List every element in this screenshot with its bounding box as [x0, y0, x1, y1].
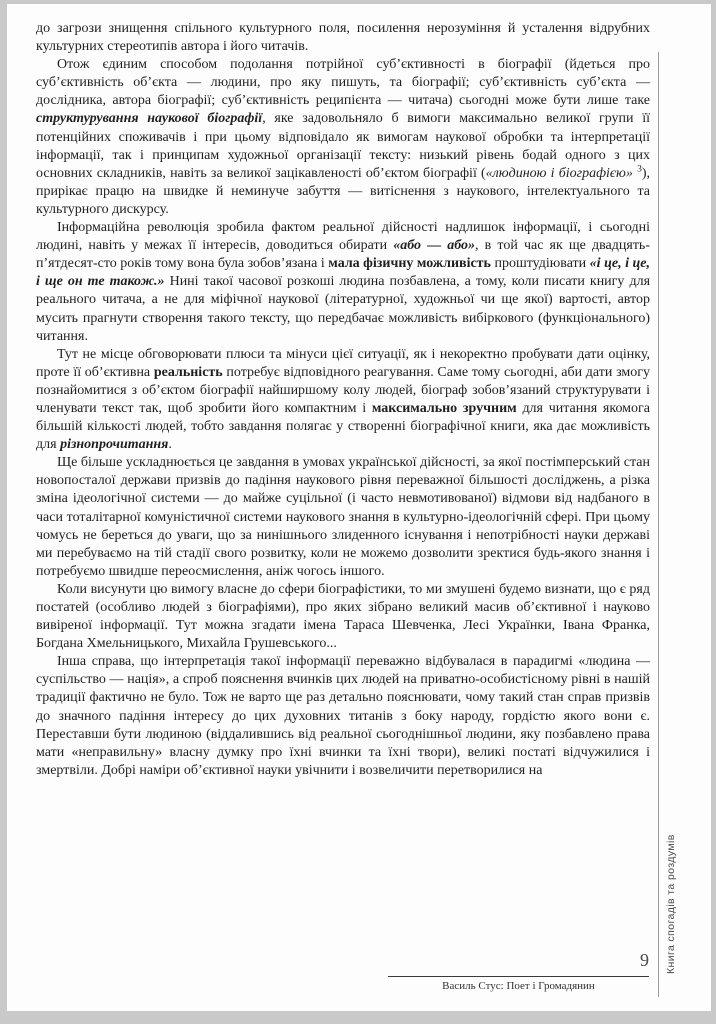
emphasis-text: «або — або»: [393, 238, 476, 254]
body-text: .: [168, 437, 172, 453]
emphasis-text: «людиною і біографією»: [485, 165, 633, 181]
emphasis-text: максимально зручним: [371, 400, 517, 416]
body-text: Нині такої часової розкоші людина позбавлена, а тому, коли писати книгу для реального читача, а не для міфічної наукової (літературної, художньої чи ще якої) вартості, автор мусить прагнути створення такого тексту, що передбачає можливість вибіркового (функціонального) читання.: [36, 274, 651, 344]
emphasis-text: «і це, і це, і ще он те також.»: [36, 256, 650, 290]
body-text: для читання якомога більшій кількості людей, тобто завдання полягає у створенні біографічної книги, яка дає можливість для: [36, 400, 650, 453]
book-page: [7, 4, 711, 1011]
body-text: проштудіювати: [490, 256, 590, 272]
paragraph: [36, 581, 650, 653]
body-text: Інформаційна революція зробила фактом реальної дійсності надлишок інформації, і сьогодні людині, навіть у межах її інтересів, доводиться обирати: [36, 220, 650, 254]
emphasis-text: мала фізичну можливість: [328, 256, 491, 272]
paragraph: [36, 346, 650, 455]
paragraph: [36, 653, 650, 780]
footer-rule: [388, 976, 649, 977]
footer-book-title: Василь Стус: Поет і Громадянин: [442, 980, 595, 992]
paragraph: [36, 454, 650, 581]
emphasis-text: структурування наукової біографії: [36, 111, 263, 127]
body-text: Інша справа, що інтерпретація такої інформації переважно відбувалася в парадигмі «людина — суспільство — нація», а спроб пояснення вчинків цих людей на приватно-особистісному рівні в нашій традиції фактично не було. Тож не варто ще раз детально пояснювати, чому такий стан справ призвів до значного падіння інтересу до цих духовних титанів з боку народу, гордістю якого вони є. Переставши бути людиною (віддалившись від реальної сьогоднішньої людини, яку позбавлено права мати «неправильну» власну думку про їхні вчинки та їхні твори), великі постаті відчужилися і змертвіли. Добрі наміри об’єктивної науки увічнити і возвеличити перетворилися на: [36, 654, 650, 778]
body-text: , яке задовольняло б вимоги максимально великої групи її потенційних споживачів і при цьому відповідало як вимогам наукової обробки та інтерпретації інформації, так і принципам художньої організації тексту: низький рівень бодай одного з цих основних складників, навіть за великої зацікавленості об’єктом біографії (: [36, 111, 650, 181]
footnote-reference: 3: [637, 164, 642, 175]
book-series-vertical-label: Книга спогадів та роздумів: [665, 834, 677, 974]
paragraph: [36, 56, 650, 219]
body-text: Ще більше ускладнюється це завдання в умовах української дійсності, за якої постімперський стан новопосталої держави призвів до падіння наукового рівня переважної більшості досліджень, а різка зміна ідеологічної системи — до майже суцільної (і часто невмотивованої) відмови від надбаного в часи тоталітарної комуністичної системи наукового знання в культурно-ідеологічній сфері. При цьому чомусь не береться до уваги, що за нинішнього злиденного існування і непотрібності науки державі ми перебуваємо на тій стадії свого розвитку, коли не можемо дозволити зректися будь-якого знання і потребуємо швидше переосмислення, аніж чогось іншого.: [36, 455, 650, 579]
paragraph: [36, 20, 650, 56]
paragraph: [36, 219, 650, 346]
body-text: Тут не місце обговорювати плюси та мінуси цієї ситуації, як і некоректно пробувати дати оцінку, проте її об’єктивна: [36, 346, 650, 380]
body-text: ), прирікає працю на швидке й неминуче забуття — витіснення з наукового, інтелектуального та культурного дискурсу.: [36, 165, 651, 217]
body-text: до загрози знищення спільного культурного поля, посилення нерозуміння й усталення відрубних культурних стереотипів автора і його читачів.: [36, 21, 650, 55]
body-text: потребує відповідного реагування. Саме тому сьогодні, аби дати змогу познайомитися з об’єктом біографії найширшому колу людей, біограф зобов’язаний структурувати і членувати текст так, щоб зробити його компактним і: [36, 364, 651, 416]
emphasis-text: реальність: [153, 364, 223, 380]
body-text: Отож єдиним способом подолання потрійної суб’єктивності в біографії (йдеться про суб’єктивність об’єкта — людини, про яку пишуть, та біографії; суб’єктивність суб’єкта — дослідника, автора біографії; суб’єктивність реципієнта — читача) сьогодні може бути лише таке: [36, 57, 650, 109]
margin-divider-line: [658, 52, 659, 997]
body-text: , в той час як ще двадцять-п’ятдесят-сто років тому вона була зобов’язана і: [36, 238, 650, 272]
page-number: 9: [640, 950, 649, 970]
body-text: Коли висунути цю вимогу власне до сфери біографістики, то ми змушені будемо визнати, що є ряд постатей (особливо людей з біографіями), про яких зібрано великий масив об’єктивної і науково вивіреної інформації. Тут можна згадати імена Тараса Шевченка, Лесі Українки, Івана Франка, Богдана Хмельницького, Михайла Грушевського...: [36, 581, 650, 652]
emphasis-text: різнопрочитання: [60, 437, 169, 453]
page-body: [36, 20, 650, 780]
